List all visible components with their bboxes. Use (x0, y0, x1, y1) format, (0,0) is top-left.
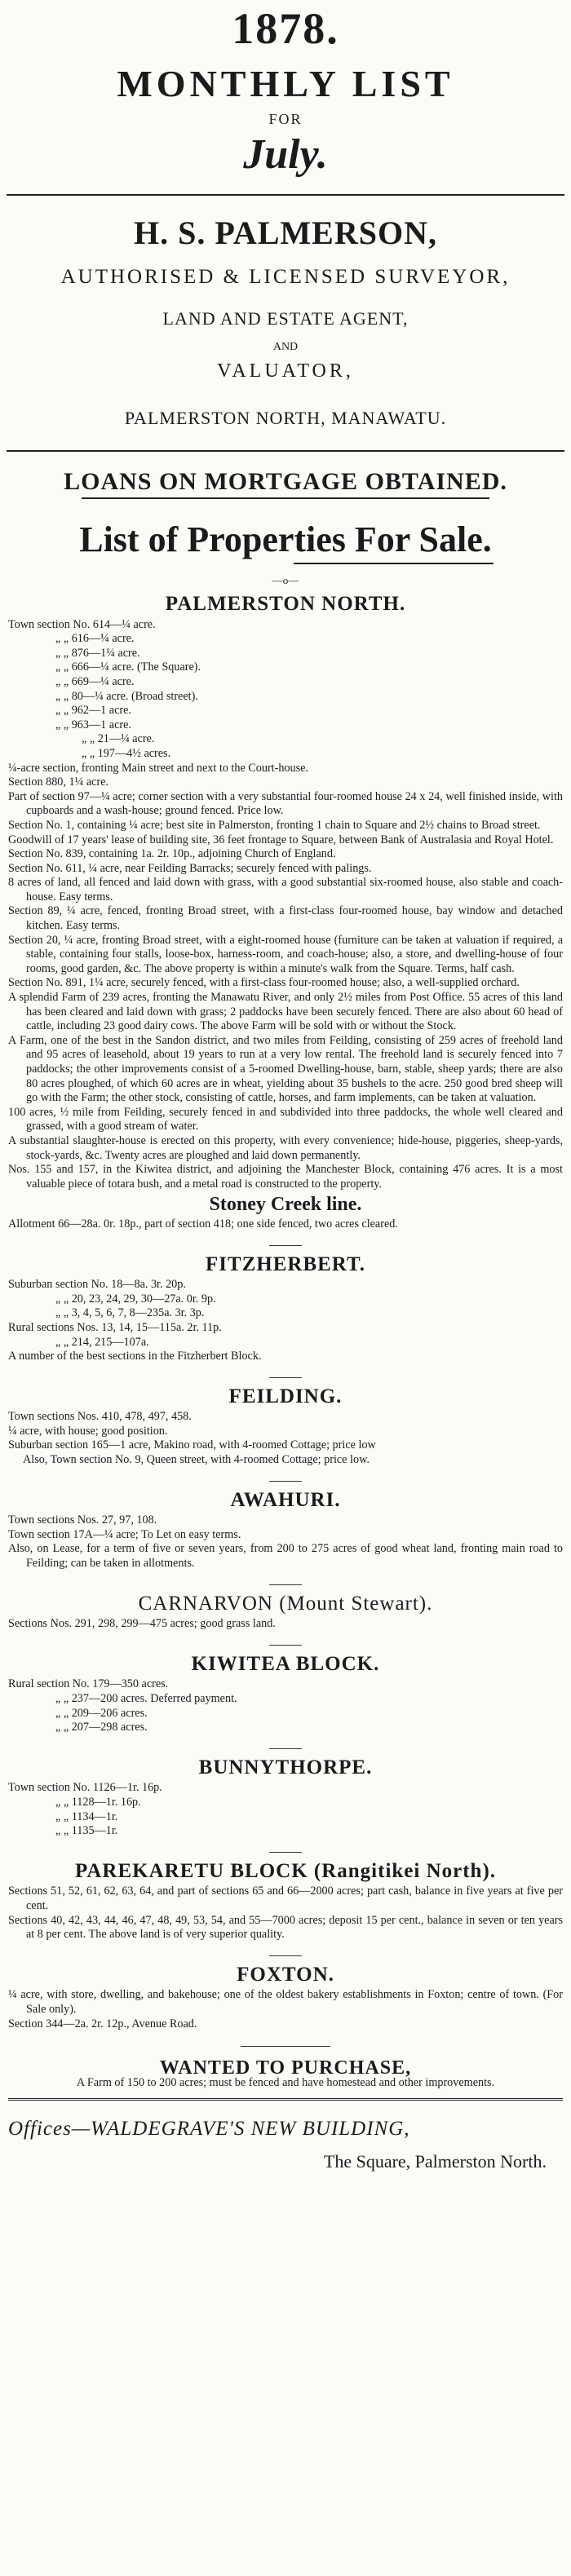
ornament-divider: —o— (272, 574, 299, 586)
section-divider (269, 1748, 302, 1749)
list-item: „ „ 666—¼ acre. (The Square). (55, 661, 201, 674)
agent-name: H. S. PALMERSON, (134, 214, 437, 251)
section-divider (269, 1584, 302, 1585)
section-heading-kiwitea: KIWITEA BLOCK. (191, 1652, 380, 1675)
list-item: „ „ 21—¼ acre. (82, 732, 155, 746)
listing-paragraph: A number of the best sections in the Fitzherbert Block. (8, 1350, 262, 1363)
offices-line-2: The Square, Palmerston North. (323, 2150, 547, 2172)
list-item: „ „ 20, 23, 24, 29, 30—27a. 0r. 9p. (55, 1292, 216, 1306)
list-item: „ „ 962—1 acre. (55, 704, 131, 718)
list-item: „ „ 197—4½ acres. (82, 746, 171, 760)
listing-paragraph: ¼ acre, with house; good position. (8, 1424, 168, 1438)
list-item: „ „ 237—200 acres. Deferred payment. (55, 1692, 237, 1705)
section-heading-carnarvon: CARNARVON (Mount Stewart). (138, 1592, 433, 1615)
list-item: „ „ 669—¼ acre. (55, 674, 135, 688)
wanted-text: A Farm of 150 to 200 acres; must be fenced and have homestead and other improvements. (76, 2075, 495, 2089)
section-divider (269, 1852, 302, 1853)
listing-paragraph: Section No. 839, containing 1a. 2r. 10p., adjoining Church of England. (8, 847, 336, 861)
listing-paragraph: Nos. 155 and 157, in the Kiwitea district, and adjoining the Manchester Block, containing 476 acres. It is a most valuable piece of totara bush, and a metal road is constructed to the property. (8, 1163, 563, 1191)
list-item: „ „ 963—1 acre. (55, 718, 131, 731)
list-item: Suburban section No. 18—8a. 3r. 20p. (8, 1278, 186, 1292)
list-title: List of Properties For Sale. (79, 519, 492, 559)
agent-title-line-1: AUTHORISED & LICENSED SURVEYOR, (60, 266, 511, 288)
listing-paragraph: ¼-acre section, fronting Main street and next to the Court-house. (8, 761, 308, 775)
listing-paragraph: Sections 40, 42, 43, 44, 46, 47, 48, 49, 53, 54, and 55—7000 acres; deposit 15 per cent., balance in seven or ten years at 8 per cent. The above land is of very superior quality. (8, 1913, 563, 1942)
year-heading: 1878. (232, 4, 339, 53)
section-divider (269, 1645, 302, 1646)
section-heading-palmerston-north: PALMERSTON NORTH. (165, 593, 406, 615)
section-divider (241, 2046, 330, 2047)
list-item: „ „ 876—1¼ acre. (55, 646, 140, 660)
listing-paragraph: Section 20, ¼ acre, fronting Broad street, with a eight-roomed house (furniture can be taken at valuation if required, a stable, containing four stalls, loose-box, harness-room, and coach-house; also, a store, and dwelling-house of four rooms, good garden, &c. The above property is within a minute's walk from the Square. Terms, half cash. (8, 933, 563, 975)
offices-line-1: Offices—WALDEGRAVE'S NEW BUILDING, (8, 2118, 410, 2141)
listing-paragraph: Also, on Lease, for a term of five or seven years, from 200 to 275 acres of good wheat land, fronting main road to Feilding; can be taken in allotments. (8, 1542, 563, 1571)
section-heading-feilding: FEILDING. (228, 1385, 343, 1407)
list-item: „ „ 616—¼ acre. (55, 632, 135, 646)
section-divider (269, 1377, 302, 1378)
subheading-stoney-creek: Stoney Creek line. (209, 1194, 362, 1216)
section-divider (269, 1481, 302, 1482)
list-item: „ „ 3, 4, 5, 6, 7, 8—235a. 3r. 3p. (55, 1306, 205, 1320)
monthly-list-title: MONTHLY LIST (117, 63, 454, 104)
list-item: Rural section No. 179—350 acres. (8, 1677, 169, 1691)
section-heading-bunnythorpe: BUNNYTHORPE. (198, 1756, 373, 1778)
listing-paragraph: Section No. 891, 1¼ acre, securely fenced, with a first-class four-roomed house; also, a well-supplied orchard. (8, 976, 520, 990)
top-rule (7, 194, 564, 196)
listing-paragraph: Section No. 1, containing ¼ acre; best site in Palmerston, fronting 1 chain to Square and 2½ chains to Broad street. (8, 818, 541, 832)
listing-paragraph: Sections 51, 52, 61, 62, 63, 64, and part of sections 65 and 66—2000 acres; part cash, balance in five years at five per cent. (8, 1885, 563, 1912)
wanted-heading: WANTED TO PURCHASE, (159, 2057, 412, 2079)
listing-paragraph: 8 acres of land, all fenced and laid down with grass, with a good substantial six-roomed house, also stable and coach-house. Easy terms. (8, 876, 563, 904)
listing-paragraph: Section 880, 1¼ acre. (8, 775, 108, 789)
section-heading-fitzherbert: FITZHERBERT. (205, 1253, 366, 1275)
list-item: „ „ 209—206 acres. (55, 1706, 148, 1720)
mid-rule (7, 450, 564, 452)
list-item: Rural sections Nos. 13, 14, 15—115a. 2r. 11p. (8, 1320, 222, 1334)
listing-paragraph: Town sections Nos. 410, 478, 497, 458. (8, 1410, 192, 1424)
palmerston-town-sections (8, 618, 563, 762)
list-item: „ „ 1128—1r. 16p. (55, 1795, 141, 1809)
list-title-underline (294, 563, 494, 564)
for-label: FOR (268, 111, 303, 127)
list-item: Town section No. 1126—1r. 16p. (8, 1781, 162, 1795)
listing-paragraph: ¼ acre, with store, dwelling, and bakehouse; one of the oldest bakery establishments in Foxton; centre of town. (For Sale only). (8, 1988, 563, 2016)
listing-paragraph: Suburban section 165—1 acre, Makino road, with 4-roomed Cottage; price low (8, 1438, 376, 1452)
agent-title-line-3: VALUATOR, (217, 360, 354, 382)
listing-paragraph: 100 acres, ½ mile from Feilding, securely fenced in and subdivided into three paddocks, the whole well cleared and grassed, with a good stream of water. (8, 1105, 563, 1133)
list-item: „ „ 1135—1r. (55, 1824, 118, 1838)
list-item: „ „ 80—¼ acre. (Broad street). (55, 689, 198, 703)
listing-paragraph: Allotment 66—28a. 0r. 18p., part of section 418; one side fenced, two acres cleared. (8, 1217, 398, 1231)
listing-paragraph: A Farm, one of the best in the Sandon district, and two miles from Feilding, consisting of 259 acres of freehold land and 95 acres of leasehold, about 19 years to run at a very low rental. The freehold land is securely fenced into 7 paddocks; the other improvements consist of a 5-roomed Dwelling-house, barn, stable, sheep yards; there are also 80 acres ploughed, of which 60 acres are in wheat, yielding about 35 bushels to the acre. 250 good bred sheep will go with the Farm; the other stock, consisting of cattle, horses, and farm implements, can be taken at valuation. (8, 1033, 563, 1105)
loans-heading: LOANS ON MORTGAGE OBTAINED. (64, 468, 507, 495)
listing-paragraph: Part of section 97—¼ acre; corner section with a very substantial four-roomed house 24 x 24, well finished inside, with cupboards and a wash-house; ground fenced. Price low. (8, 789, 563, 818)
listing-paragraph: Sections Nos. 291, 298, 299—475 acres; good grass land. (8, 1617, 276, 1631)
listing-paragraph: Section 89, ¼ acre, fenced, fronting Broad street, with a first-class four-roomed house, bay window and detached kitchen. Easy terms. (8, 904, 563, 933)
section-heading-foxton: FOXTON. (237, 1963, 334, 1986)
section-heading-awahuri: AWAHURI. (230, 1488, 341, 1511)
loans-underline (82, 497, 489, 499)
section-divider (269, 1955, 302, 1956)
listing-paragraph: Also, Town section No. 9, Queen street, with 4-roomed Cottage; price low. (23, 1453, 370, 1467)
listing-paragraph: A splendid Farm of 239 acres, fronting the Manawatu River, and only 2½ miles from Post Office. 55 acres of this land has been cleared and laid down with grass; 2 paddocks have been securely fenced. There are also about 60 head of cattle, including 23 good dairy cows. The above Farm will be sold with or without the Stock. (8, 991, 563, 1033)
agent-title-line-2: LAND AND ESTATE AGENT, (162, 308, 409, 329)
listing-paragraph: Section 344—2a. 2r. 12p., Avenue Road. (8, 2017, 197, 2030)
section-heading-parekaretu: PAREKARETU BLOCK (Rangitikei North). (74, 1859, 497, 1882)
listing-paragraph: Section No. 611, ¼ acre, near Feilding Barracks; securely fenced with palings. (8, 861, 372, 875)
list-item: „ „ 1134—1r. (55, 1809, 118, 1823)
listing-paragraph: Town sections Nos. 27, 97, 108. (8, 1513, 157, 1527)
list-item: „ „ 207—298 acres. (55, 1721, 148, 1734)
month-heading: July. (243, 131, 328, 178)
and-label: AND (272, 341, 299, 353)
agent-location: PALMERSTON NORTH, MANAWATU. (124, 408, 447, 428)
list-item: Town section No. 614—¼ acre. (8, 617, 156, 631)
listing-body (8, 593, 563, 2172)
listing-paragraph: Town section 17A—¼ acre; To Let on easy terms. (8, 1527, 241, 1541)
listing-paragraph: Goodwill of 17 years' lease of building site, 36 feet frontage to Square, between Bank of Australasia and Royal Hotel. (8, 833, 554, 846)
section-divider (269, 1245, 302, 1246)
list-item: „ „ 214, 215—107a. (55, 1335, 149, 1349)
listing-paragraph: A substantial slaughter-house is erected on this property, with every convenience; hide-house, piggeries, sheep-yards, stock-yards, &c. Twenty acres are ploughed and laid down permanently. (8, 1133, 563, 1162)
footer-rule (8, 2098, 563, 2101)
